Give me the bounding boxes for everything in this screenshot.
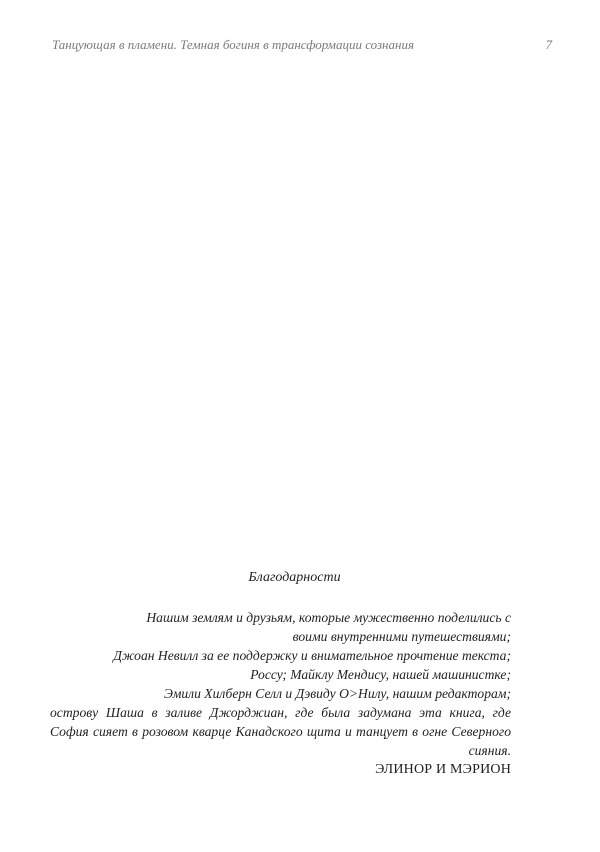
running-header [52, 37, 552, 55]
acknowledgement-line: Джоан Невилл за ее поддержку и внимательное прочтение текста; [113, 648, 511, 663]
acknowledgement-line: острову Шаша в заливе Джорджиан, где была задумана эта книга, где [50, 705, 511, 720]
acknowledgement-line: Нашим землям и друзьям, которые мужественно поделились с [146, 610, 511, 625]
acknowledgement-line: Россу; Майклу Мендису, нашей машинистке; [250, 667, 511, 682]
page-number: 7 [545, 37, 552, 52]
acknowledgements-heading: Благодарности [248, 570, 341, 585]
acknowledgement-line: воими внутренними путешествиями; [292, 629, 511, 644]
acknowledgement-line: сияния. [468, 743, 511, 758]
running-title: Танцующая в пламени. Темная богиня в трансформации сознания [52, 37, 414, 52]
acknowledgement-line: София сияет в розовом кварце Канадского щита и танцует в огне Северного [50, 724, 511, 739]
acknowledgement-line: Эмили Хилберн Селл и Дэвиду О>Нилу, нашим редакторам; [163, 686, 511, 701]
acknowledgements-section [50, 568, 511, 779]
signature: ЭЛИНОР И МЭРИОН [375, 762, 511, 777]
